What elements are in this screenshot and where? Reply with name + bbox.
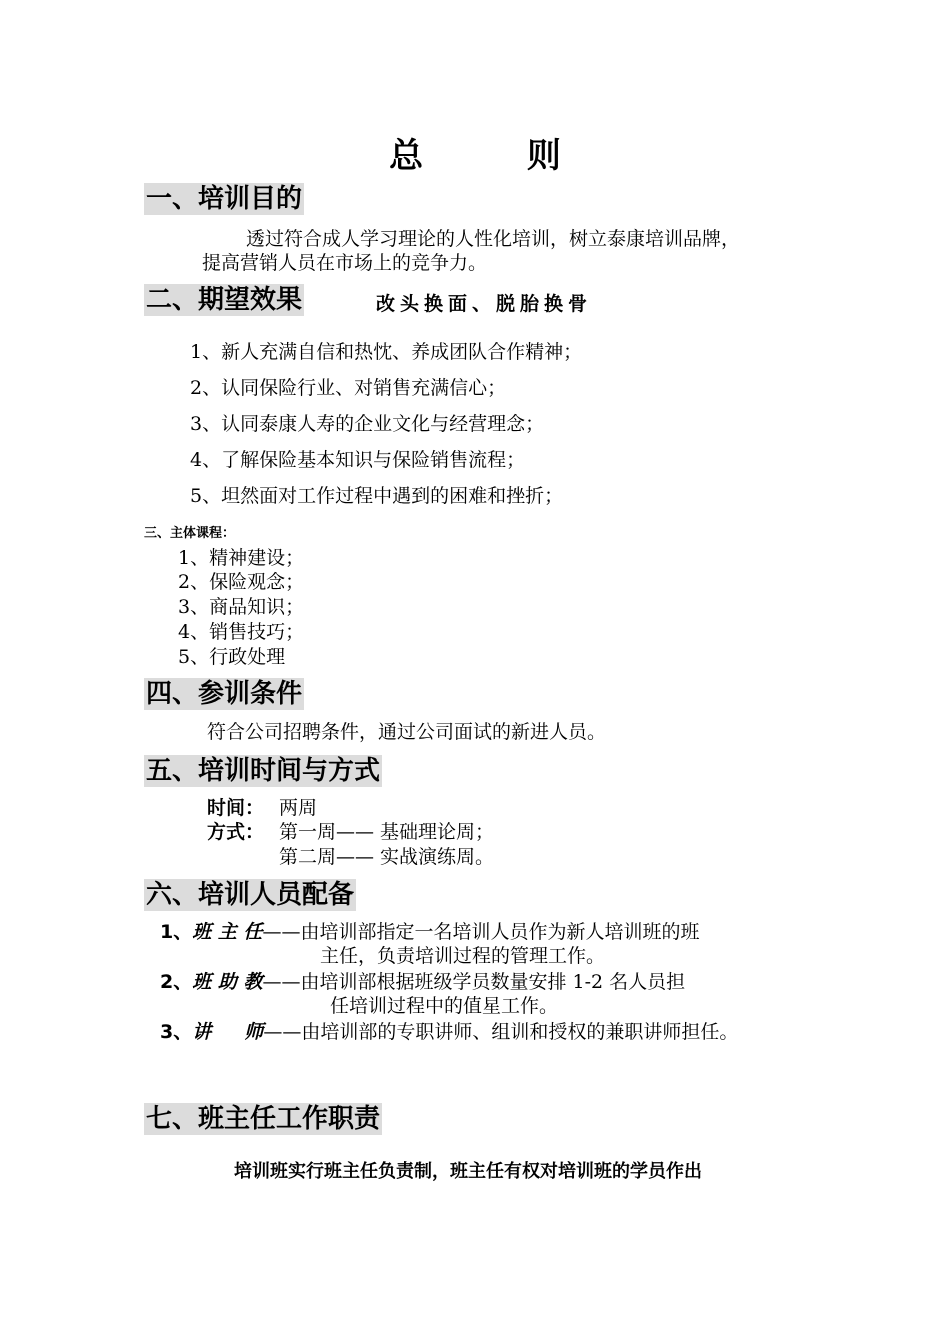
s6-r3-text: ——由培训部的专职讲师、组训和授权的兼职讲师担任。 xyxy=(263,1021,739,1043)
s6-r2-role: 班 助 教 xyxy=(192,971,263,993)
s2-item-5: 5、坦然面对工作过程中遇到的困难和挫折； xyxy=(190,485,564,507)
s6-r2-text: ——由培训部根据班级学员数量安排 1-2 名人员担 xyxy=(262,971,686,993)
s4-text: 符合公司招聘条件，通过公司面试的新进人员。 xyxy=(207,721,607,743)
section-heading-5: 五、培训时间与方式 xyxy=(146,756,381,786)
s3-item-1: 1、精神建设； xyxy=(178,547,305,569)
s6-row-2 xyxy=(160,970,685,994)
section-heading-2: 二、期望效果 xyxy=(146,285,303,315)
section-heading-3: 三、主体课程： xyxy=(144,526,236,541)
s7-text: 培训班实行班主任负责制，班主任有权对培训班的学员作出 xyxy=(234,1161,702,1182)
s6-r3-num: 3、 xyxy=(160,1021,193,1043)
section-heading-6: 六、培训人员配备 xyxy=(146,880,355,910)
s6-r2-num: 2、 xyxy=(160,971,193,993)
s2-item-4: 4、了解保险基本知识与保险销售流程； xyxy=(190,449,526,471)
s2-item-2: 2、认同保险行业、对销售充满信心； xyxy=(190,377,507,399)
s3-item-2: 2、保险观念； xyxy=(178,571,305,593)
s6-r1-cont: 主任，负责培训过程的管理工作。 xyxy=(320,945,606,967)
s6-r1-role: 班 主 任 xyxy=(192,921,263,943)
s3-item-4: 4、销售技巧； xyxy=(178,621,305,643)
s6-r1-text: ——由培训部指定一名培训人员作为新人培训班的班 xyxy=(262,921,700,943)
s6-row-1 xyxy=(160,920,699,944)
page-title: 总 则 xyxy=(389,136,607,176)
s6-r2-cont: 任培训过程中的值星工作。 xyxy=(330,995,559,1017)
s6-r3-role: 讲 师 xyxy=(192,1021,264,1043)
s5-mode-label: 方式： xyxy=(207,821,265,843)
s5-time-label: 时间： xyxy=(207,797,265,819)
s3-item-3: 3、商品知识； xyxy=(178,596,305,618)
s6-r1-num: 1、 xyxy=(160,921,193,943)
s5-time-value: 两周 xyxy=(279,797,318,819)
s3-item-5: 5、行政处理 xyxy=(178,646,286,668)
s1-text-line1: 透过符合成人学习理论的人性化培训，树立泰康培训品牌， xyxy=(246,228,741,250)
s5-week1: 第一周—— 基础理论周； xyxy=(279,821,495,843)
s2-item-3: 3、认同泰康人寿的企业文化与经营理念； xyxy=(190,413,545,435)
s2-item-1: 1、新人充满自信和热忱、养成团队合作精神； xyxy=(190,341,583,363)
s6-row-3 xyxy=(160,1020,738,1044)
s2-slogan: 改头换面、脱胎换骨 xyxy=(376,293,593,315)
s1-text-line2: 提高营销人员在市场上的竞争力。 xyxy=(202,252,488,274)
section-heading-7: 七、班主任工作职责 xyxy=(146,1104,381,1134)
s5-week2: 第二周—— 实战演练周。 xyxy=(279,846,495,868)
section-heading-1: 一、培训目的 xyxy=(146,184,303,214)
section-heading-4: 四、参训条件 xyxy=(146,679,303,709)
